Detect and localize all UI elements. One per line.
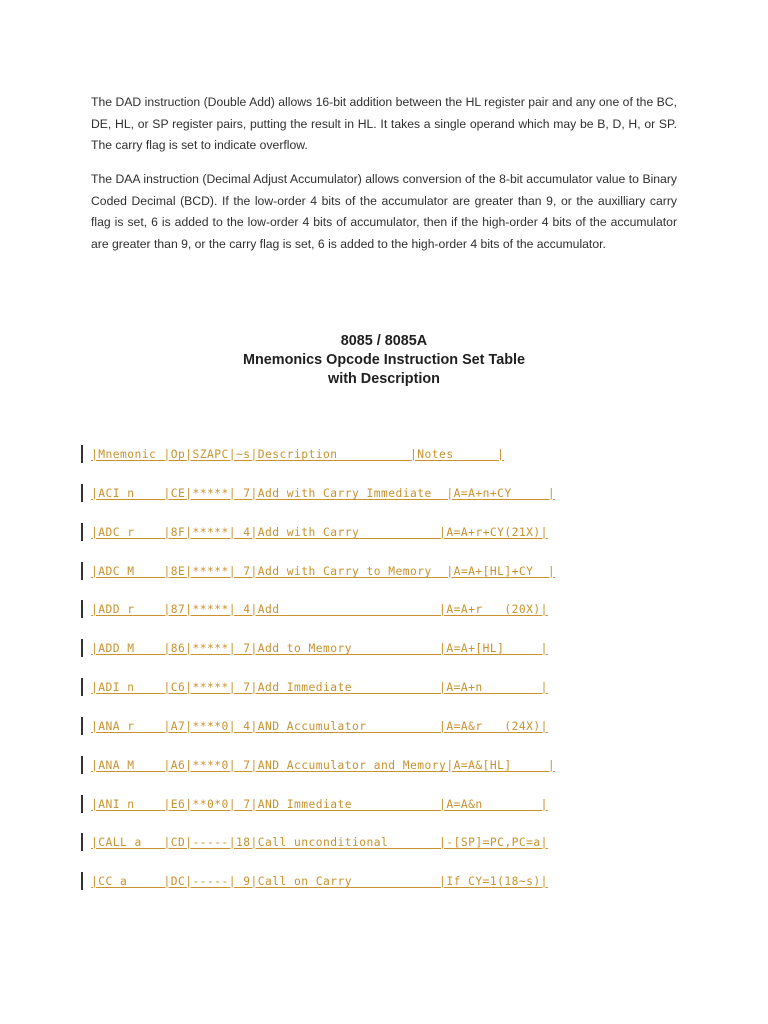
row-bar [81,600,83,618]
heading-line-2: Mnemonics Opcode Instruction Set Table [243,352,525,368]
table-row [80,484,740,504]
table-row-link[interactable]: |ADI n |C6|*****| 7|Add Immediate |A=A+n | [91,681,548,694]
table-heading [0,332,768,389]
row-bar [81,523,83,541]
table-row-link[interactable]: |ADD M |86|*****| 7|Add to Memory |A=A+[HL] | [91,642,548,655]
table-row [80,678,740,698]
row-bar [81,795,83,813]
row-bar [81,562,83,580]
table-row [80,562,740,582]
table-row [80,445,740,465]
paragraph-daa: The DAA instruction (Decimal Adjust Accumulator) allows conversion of the 8-bit accumulator value to Binary Coded Decimal (BCD). If the low-order 4 bits of the accumulator are greater than 9, or the auxilliary carry flag is set, 6 is added to the low-order 4 bits of accumulator, then if the high-order 4 bits of the accumulator are greater than 9, or the carry flag is set, 6 is added to the high-order 4 bits of the accumulator. [91,172,677,251]
row-bar [81,445,83,463]
table-row [80,639,740,659]
table-row-link[interactable]: |Mnemonic |Op|SZAPC|~s|Description |Notes | [91,448,505,461]
row-bar [81,639,83,657]
table-row [80,872,740,892]
row-bar [81,833,83,851]
table-row [80,717,740,737]
row-bar [81,756,83,774]
table-row-link[interactable]: |ADD r |87|*****| 4|Add |A=A+r (20X)| [91,603,548,616]
table-row [80,833,740,853]
table-row-link[interactable]: |CALL a |CD|-----|18|Call unconditional |-[SP]=PC,PC=a| [91,836,548,849]
table-row-link[interactable]: |ANA M |A6|****0| 7|AND Accumulator and Memory|A=A&[HL] | [91,759,556,772]
table-row [80,600,740,620]
table-row-link[interactable]: |ADC M |8E|*****| 7|Add with Carry to Memory |A=A+[HL]+CY | [91,565,556,578]
table-row-link[interactable]: |ADC r |8F|*****| 4|Add with Carry |A=A+r+CY(21X)| [91,526,548,539]
row-bar [81,717,83,735]
table-row-link[interactable]: |ACI n |CE|*****| 7|Add with Carry Immediate |A=A+n+CY | [91,487,556,500]
table-row [80,523,740,543]
table-row [80,756,740,776]
row-bar [81,872,83,890]
table-row-link[interactable]: |CC a |DC|-----| 9|Call on Carry |If CY=1(18~s)| [91,875,548,888]
heading-line-3: with Description [328,371,440,387]
paragraph-dad: The DAD instruction (Double Add) allows 16-bit addition between the HL register pair and any one of the BC, DE, HL, or SP register pairs, putting the result in HL. It takes a single operand which may be B, D, H, or SP. The carry flag is set to indicate overflow. [91,95,677,152]
row-bar [81,484,83,502]
table-row [80,795,740,815]
table-row-link[interactable]: |ANA r |A7|****0| 4|AND Accumulator |A=A&r (24X)| [91,720,548,733]
row-bar [81,678,83,696]
heading-line-1: 8085 / 8085A [340,333,428,349]
table-row-link[interactable]: |ANI n |E6|**0*0| 7|AND Immediate |A=A&n | [91,798,548,811]
